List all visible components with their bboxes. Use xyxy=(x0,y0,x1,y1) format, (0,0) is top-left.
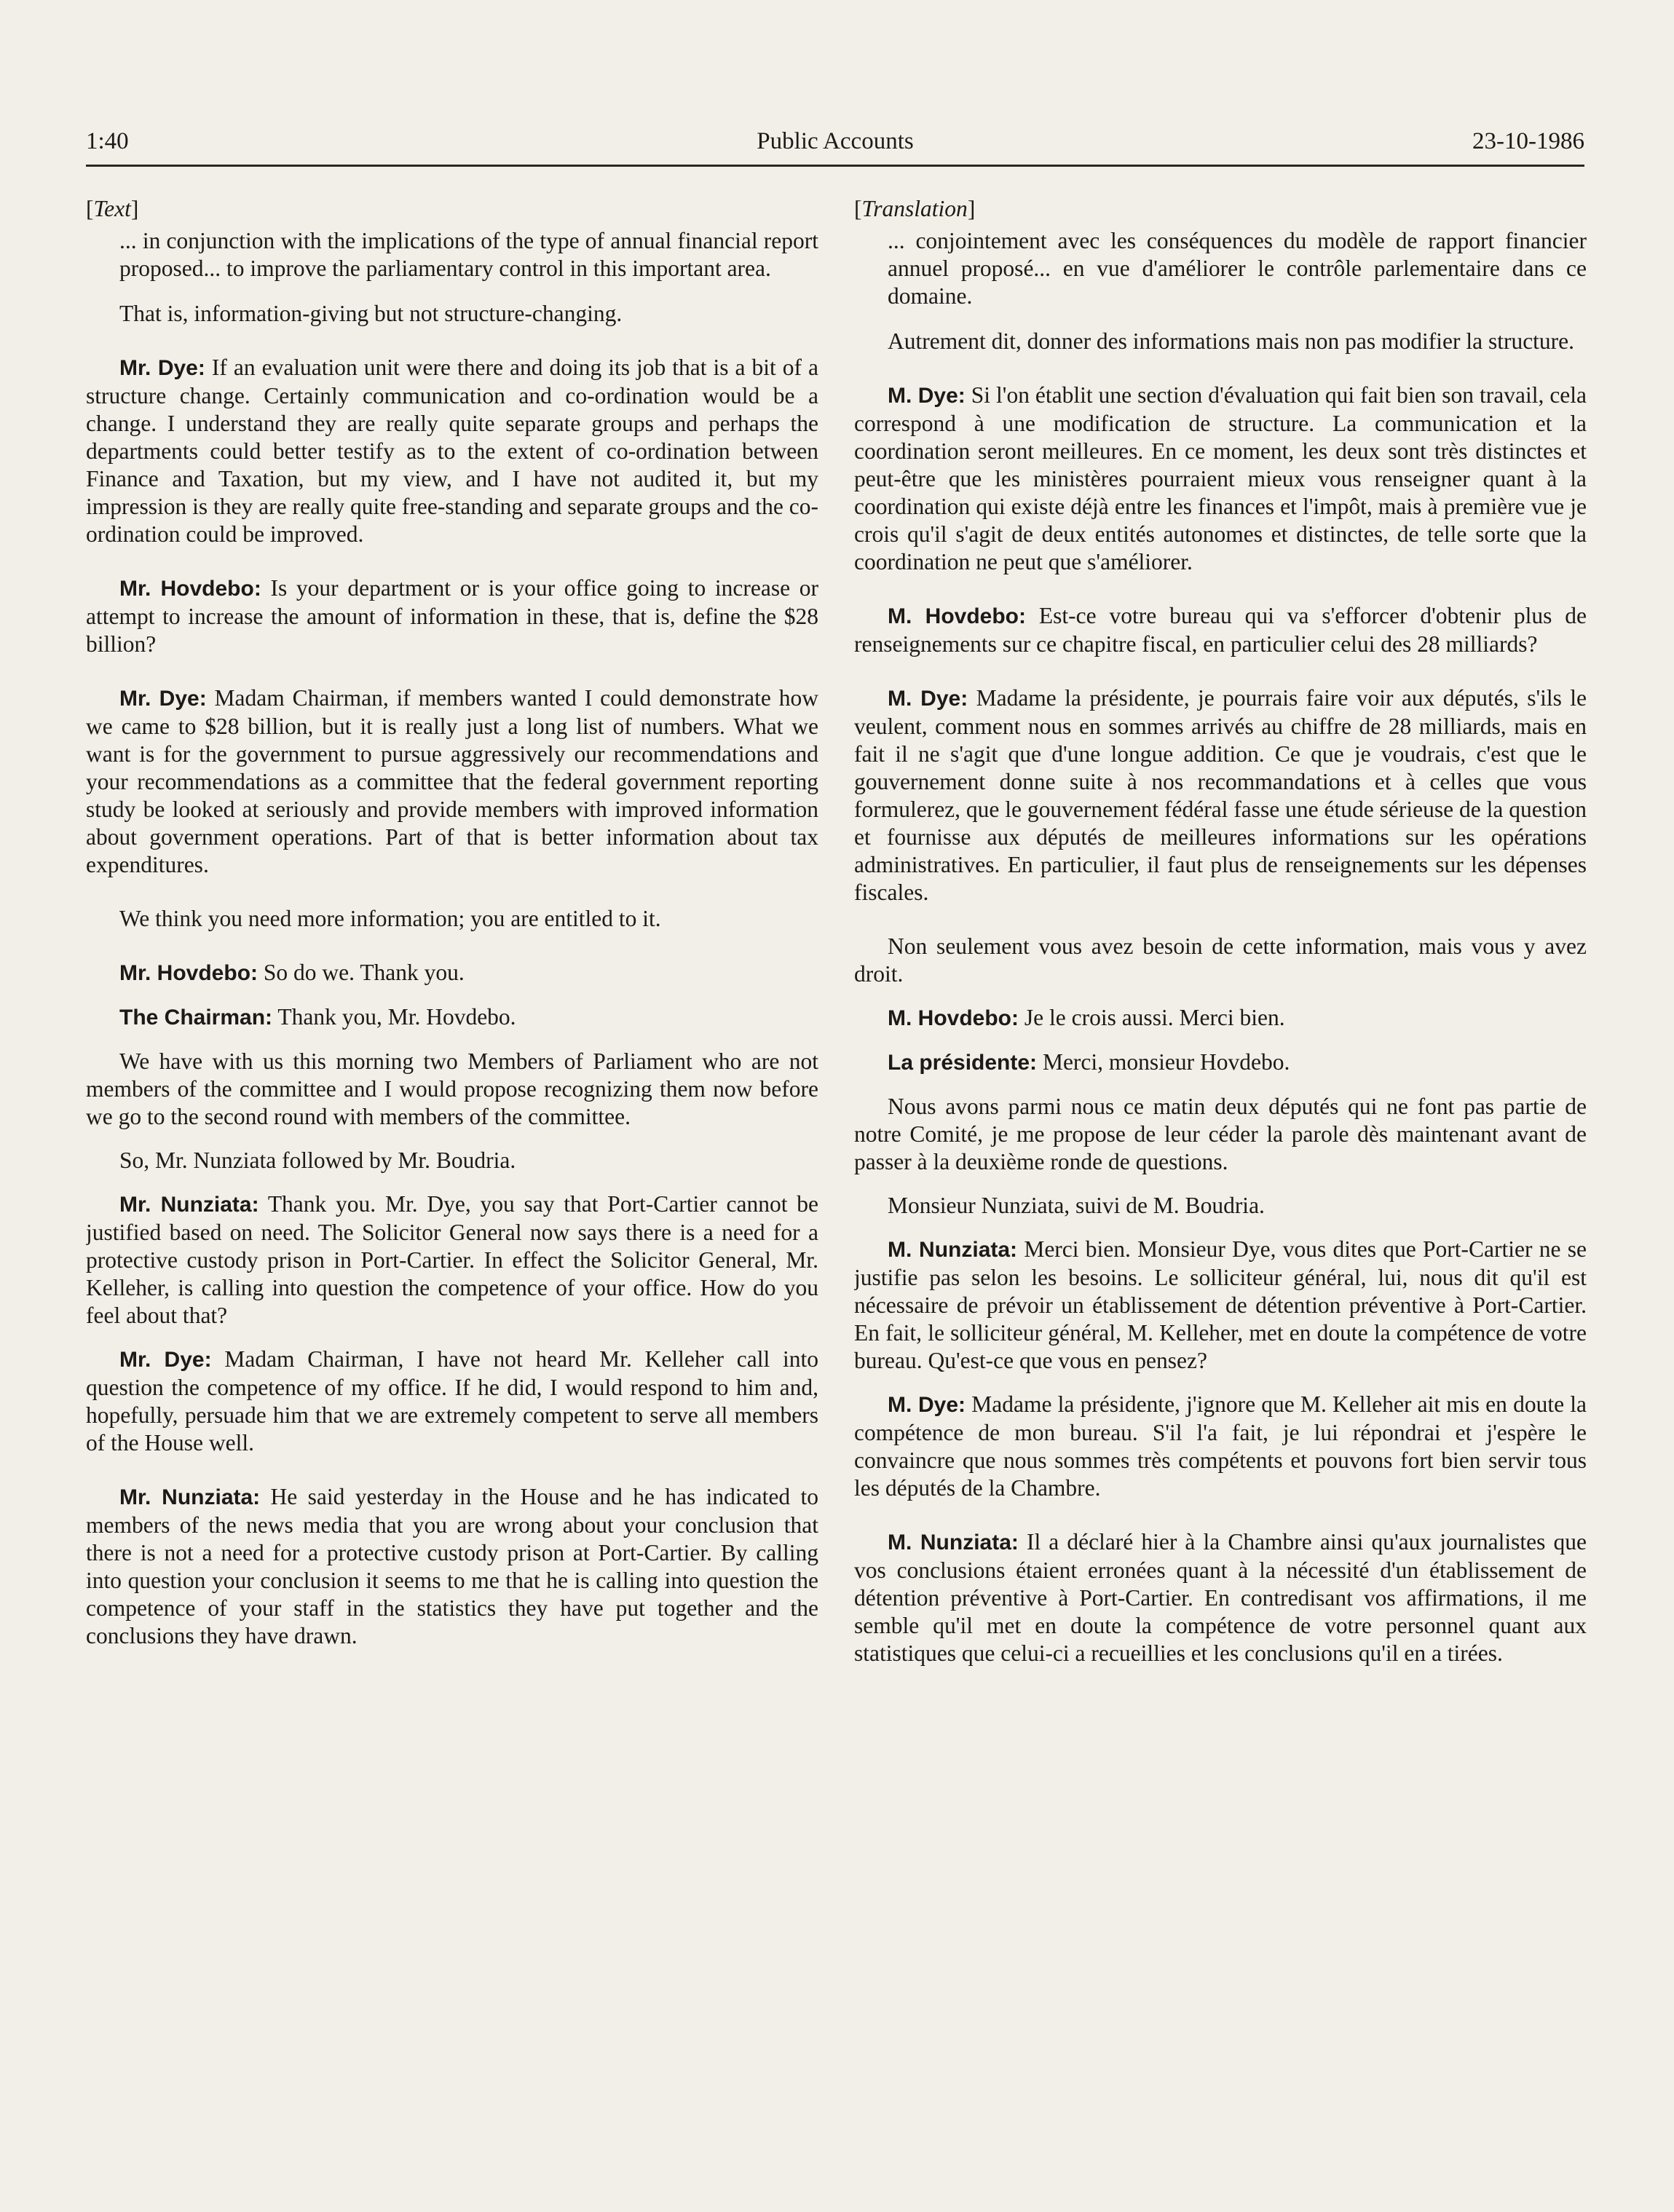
speech-turn xyxy=(854,382,1587,576)
publication-title: Public Accounts xyxy=(757,128,914,154)
speech-text: Madam Chairman, I have not heard Mr. Kelleher call into question the competence of my office. If he did, I would respond to him and, hopefully, persuade him that we are extremely competent to serve all members of the House well. xyxy=(86,1346,818,1455)
speech-turn xyxy=(86,354,818,548)
speech-text: He said yesterday in the House and he has indicated to members of the news media that you are wrong about your conclusion that there is not a need for a protective custody prison at Port-Cartier. By calling into question your conclusion it seems to me that he is calling into question the competence of your staff in the statistics they have put together and the conclusions they have drawn. xyxy=(86,1484,818,1648)
paragraph: We have with us this morning two Members of Parliament who are not members of the committee and I would propose recognizing them now before we go to the second round with members of the committee. xyxy=(86,1048,818,1129)
speaker-name: La présidente: xyxy=(888,1051,1038,1075)
speaker-name: M. Dye: xyxy=(888,687,968,711)
speaker-name: The Chairman: xyxy=(119,1006,273,1030)
speaker-name: M. Dye: xyxy=(888,1393,966,1417)
page-date: 23-10-1986 xyxy=(1472,128,1584,154)
speaker-name: M. Nunziata: xyxy=(888,1238,1018,1262)
english-column xyxy=(86,195,818,2074)
paragraph: Autrement dit, donner des informations mais non pas modifier la structure. xyxy=(888,328,1575,354)
column-tag: [ Translation ] xyxy=(854,195,1587,223)
speech-text: Est-ce votre bureau qui va s'efforcer d'obtenir plus de renseignements sur ce chapitre fiscal, en particulier celui des 28 milliards? xyxy=(854,603,1587,657)
speech-turn xyxy=(86,1346,818,1457)
paragraph: We think you need more information; you are entitled to it. xyxy=(119,906,661,931)
speech-turn xyxy=(86,574,818,658)
speech-turn xyxy=(86,1483,818,1650)
speech-text: Si l'on établit une section d'évaluation qui fait bien son travail, cela correspond à une modification de structure. La communication et la coordination seront meilleures. En ce moment, les deux sont très distinctes et peut-être que les ministères pourraient mieux vous renseigner quant à la coordination qui existe déjà entre les finances et l'impôt, mais à première vue je crois qu'il s'agit de deux entités autonomes et distinctes, de telle sorte que la coordination ne peut que s'améliorer. xyxy=(854,382,1587,574)
speaker-name: M. Nunziata: xyxy=(888,1530,1019,1555)
speech-text: Il a déclaré hier à la Chambre ainsi qu'aux journalistes que vos conclusions étaient erronées quant à la nécessité d'un établissement de détention préventive à Port-Cartier. En contredisant vos affirmations, il me semble qu'il met en doute la compétence de votre personnel quant aux statistiques que celui-ci a recueillies et les conclusions qu'il en a tirées. xyxy=(854,1529,1587,1666)
paragraph: So, Mr. Nunziata followed by Mr. Boudria. xyxy=(119,1148,516,1173)
speech-text: Madame la présidente, je pourrais faire voir aux députés, s'ils le veulent, comment nous en sommes arrivés au chiffre de 28 milliards, mais en fait il ne s'agit que d'une longue addition. Ce que je voudrais, c'est que le gouvernement donne suite à nos recommandations et à celles que vous formulerez, que le gouvernement fédéral fasse une étude sérieuse de la question et fournisse aux députés de meilleures informations sur les opérations administratives. En particulier, il faut plus de renseignements sur les dépenses fiscales. xyxy=(854,685,1587,905)
paragraph: Non seulement vous avez besoin de cette information, mais vous y avez droit. xyxy=(854,933,1587,987)
speaker-name: Mr. Dye: xyxy=(119,687,207,711)
speech-turn xyxy=(854,1048,1587,1077)
speaker-name: M. Dye: xyxy=(888,384,966,408)
speech-text: Thank you, Mr. Hovdebo. xyxy=(277,1004,516,1030)
speech-text: Je le crois aussi. Merci bien. xyxy=(1024,1005,1285,1030)
speech-turn xyxy=(854,1004,1587,1032)
page-header xyxy=(86,125,1584,166)
speech-turn xyxy=(854,1528,1587,1667)
speaker-name: Mr. Hovdebo: xyxy=(119,961,258,985)
quoted-passage: ... in conjunction with the implications of the type of annual financial report proposed... to improve the parliamentary control in this important area. xyxy=(119,228,818,281)
speech-turn xyxy=(854,684,1587,906)
speech-turn xyxy=(854,1391,1587,1502)
speech-turn xyxy=(86,1190,818,1330)
speaker-name: Mr. Nunziata: xyxy=(119,1485,261,1509)
page-number: 1:40 xyxy=(86,128,129,154)
speech-turn xyxy=(86,959,818,987)
column-tag: [ Text ] xyxy=(86,195,818,223)
speech-turn xyxy=(86,1003,818,1032)
speaker-name: Mr. Dye: xyxy=(119,356,205,380)
speaker-name: M. Hovdebo: xyxy=(888,604,1026,628)
speech-text: Merci, monsieur Hovdebo. xyxy=(1042,1049,1290,1075)
paragraph: Monsieur Nunziata, suivi de M. Boudria. xyxy=(888,1193,1265,1218)
speaker-name: Mr. Dye: xyxy=(119,1348,212,1372)
speech-text: Merci bien. Monsieur Dye, vous dites que Port-Cartier ne se justifie pas selon les besoins. Le solliciteur général, lui, nous dit qu'il est nécessaire de prévoir un établissement de détention préventive à Port-Cartier. En fait, le solliciteur général, M. Kelleher, met en doute la compétence de votre bureau. Qu'est-ce que vous en pensez? xyxy=(854,1236,1587,1373)
quoted-passage: ... conjointement avec les conséquences du modèle de rapport financier annuel proposé... en vue d'améliorer le contrôle parlementaire dans ce domaine. xyxy=(888,228,1587,309)
speaker-name: Mr. Nunziata: xyxy=(119,1193,259,1217)
speech-text: So do we. Thank you. xyxy=(263,960,465,985)
speech-turn xyxy=(854,602,1587,658)
french-column xyxy=(854,195,1587,2074)
speech-turn xyxy=(86,684,818,879)
speech-turn xyxy=(854,1236,1587,1375)
speech-text: Thank you. Mr. Dye, you say that Port-Cartier cannot be justified based on need. The Solicitor General now says there is a need for a protective custody prison in Port-Cartier. In effect the Solicitor General, Mr. Kelleher, is calling into question the competence of your office. How do you feel about that? xyxy=(86,1191,818,1328)
paragraph: That is, information-giving but not structure-changing. xyxy=(119,301,623,326)
speech-text: If an evaluation unit were there and doing its job that is a bit of a structure change. Certainly communication and co-ordination would be a change. I understand they are really quite separate groups and perhaps the departments could better testify as to the extent of co-ordination between Finance and Taxation, but my view, and I have not audited it, but my impression is they are really quite free-standing and separate groups and the co-ordination could be improved. xyxy=(86,355,818,547)
speaker-name: Mr. Hovdebo: xyxy=(119,577,261,601)
header-rule xyxy=(86,165,1584,167)
speech-text: Madame la présidente, j'ignore que M. Kelleher ait mis en doute la compétence de mon bureau. S'il l'a fait, je lui répondrai et j'espère le convaincre que nous sommes très compétents et pouvons fort bien servir tous les députés de la Chambre. xyxy=(854,1391,1587,1501)
paragraph: Nous avons parmi nous ce matin deux députés qui ne font pas partie de notre Comité, je me propose de leur céder la parole dès maintenant avant de passer à la deuxième ronde de questions. xyxy=(854,1094,1587,1174)
speech-text: Madam Chairman, if members wanted I could demonstrate how we came to $28 billion, but it is really just a long list of numbers. What we want is for the government to pursue aggressively our recommendations and your recommendations as a committee that the federal government reporting study be looked at seriously and provide members with improved information about government operations. Part of that is better information about tax expenditures. xyxy=(86,685,818,877)
speech-text: Is your department or is your office going to increase or attempt to increase the amount of information in these, that is, define the $28 billion? xyxy=(86,575,818,657)
speaker-name: M. Hovdebo: xyxy=(888,1006,1019,1030)
